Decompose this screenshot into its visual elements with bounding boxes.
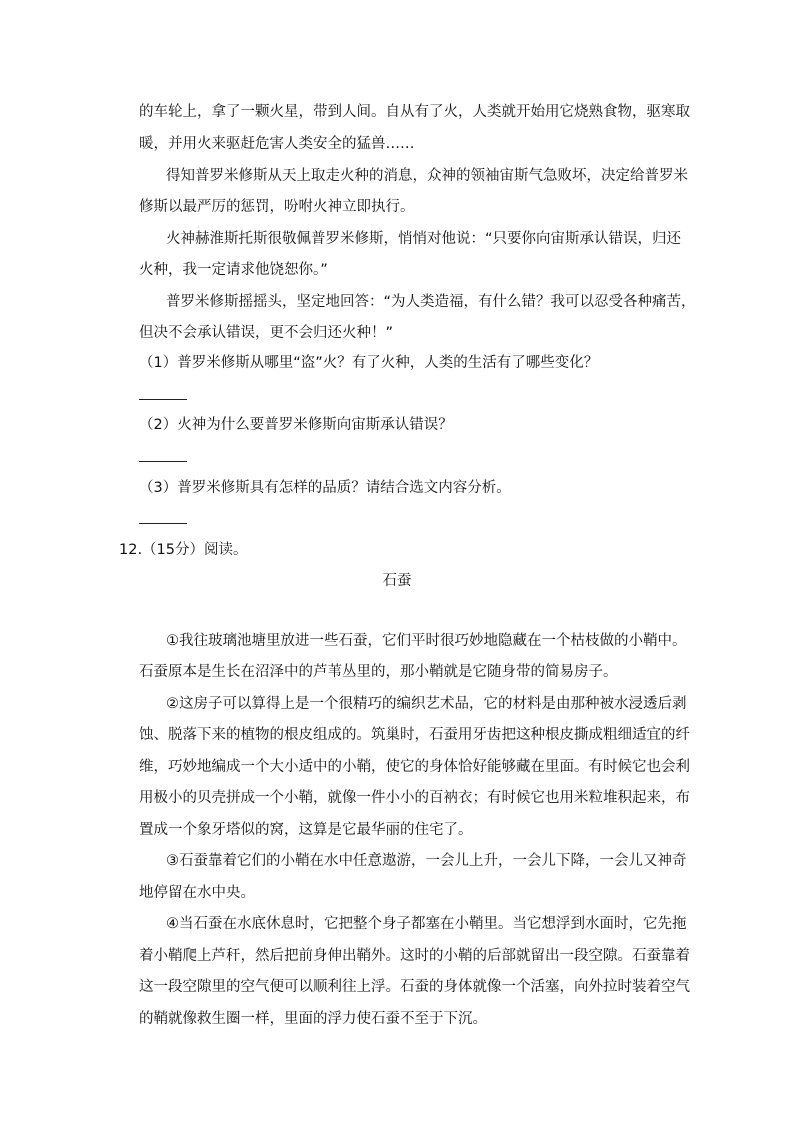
passage2-line: 用极小的贝壳拼成一个小鞘，就像一件小小的百衲衣；有时候它也用米粒堆积起来，布 [139,790,690,806]
answer-blank-2[interactable] [139,461,187,462]
passage2-line: ③石蚕靠着它们的小鞘在水中任意遨游，一会儿上升，一会儿下降，一会儿又神奇 [166,853,687,869]
question-1: （1）普罗米修斯从哪里“盗”火？有了火种，人类的生活有了哪些变化？ [139,355,599,371]
passage2-line: 地停留在水中央。 [139,885,255,901]
answer-blank-1[interactable] [139,399,187,400]
question-12-heading: 12.（15分）阅读。 [119,542,248,558]
passage1-line: 的车轮上，拿了一颗火星，带到人间。自从有了火，人类就开始用它烧熟食物，驱寒取 [139,104,690,120]
question-3: （3）普罗米修斯具有怎样的品质？请结合选文内容分析。 [139,480,511,496]
passage-title: 石蚕 [382,573,412,589]
passage2-line: 石蚕原本是生长在沼泽中的芦苇丛里的，那小鞘就是它随身带的简易房子。 [139,664,618,680]
passage2-line: 这一段空隙里的空气便可以顺利往上浮。石蚕的身体就像一个活塞，向外拉时装着空气 [139,979,690,995]
passage1-line: 火神赫淮斯托斯很敬佩普罗米修斯，悄悄对他说：“只要你向宙斯承认错误，归还 [166,231,682,247]
passage2-line: ②这房子可以算得上是一个很精巧的编织艺术品，它的材料是由那种被水浸透后剥 [166,696,687,712]
passage1-line: 火种，我一定请求他饶恕你。” [139,262,328,278]
answer-blank-3[interactable] [139,523,187,524]
question-2: （2）火神为什么要普罗米修斯向宙斯承认错误？ [139,417,453,433]
passage2-line: 置成一个象牙塔似的窝，这算是它最华丽的住宅了。 [139,822,473,838]
passage2-line: 维，巧妙地编成一个大小适中的小鞘，使它的身体恰好能够藏在里面。有时候它也会利 [139,759,690,775]
passage1-line: 暖，并用火来驱赶危害人类安全的猛兽…… [139,136,415,152]
passage2-line: ④当石蚕在水底休息时，它把整个身子都塞在小鞘里。当它想浮到水面时，它先拖 [166,916,687,932]
passage1-line: 修斯以最严厉的惩罚，吩咐火神立即执行。 [139,199,415,215]
passage2-line: 的鞘就像救生圈一样，里面的浮力使石蚕不至于下沉。 [139,1011,487,1027]
passage1-line: 但决不会承认错误，更不会归还火种！” [139,325,394,341]
passage2-line: 着小鞘爬上芦秆，然后把前身伸出鞘外。这时的小鞘的后部就留出一段空隙。石蚕靠着 [139,948,690,964]
passage1-line: 普罗米修斯摇摇头，坚定地回答：“为人类造福，有什么错？我可以忍受各种痛苦， [166,294,696,310]
passage2-line: ①我往玻璃池塘里放进一些石蚕，它们平时很巧妙地隐藏在一个枯枝做的小鞘中。 [166,633,687,649]
passage1-line: 得知普罗米修斯从天上取走火种的消息，众神的领袖宙斯气急败坏，决定给普罗米 [166,168,688,184]
passage2-line: 蚀、脱落下来的植物的根皮组成的。筑巢时，石蚕用牙齿把这种根皮撕成粗细适宜的纤 [139,727,690,743]
